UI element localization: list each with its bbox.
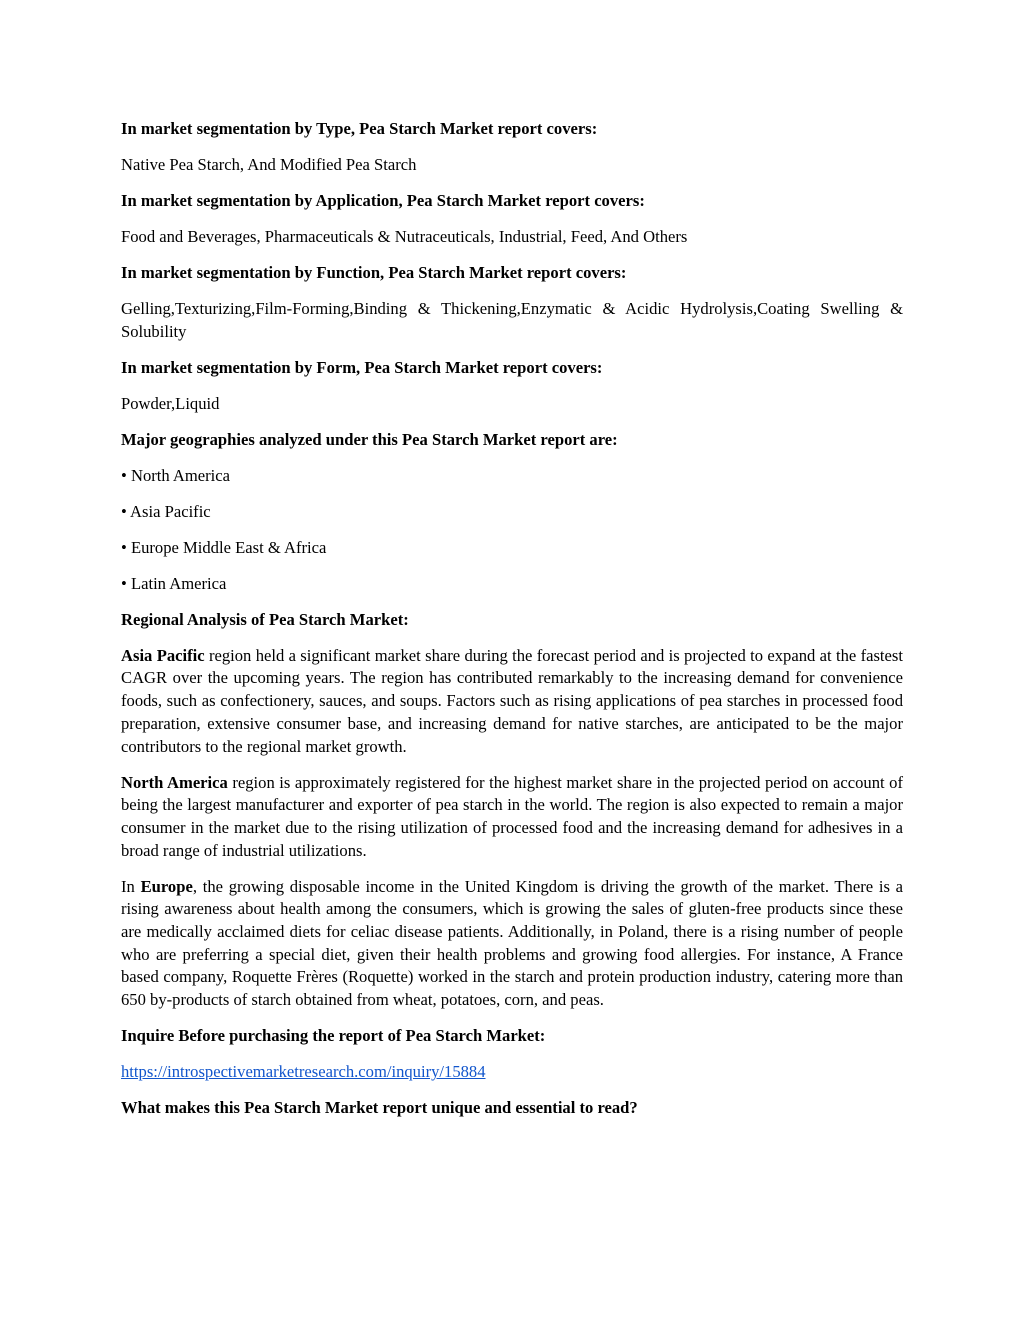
inquiry-link[interactable]: https://introspectivemarketresearch.com/inquiry/15884 [121,1062,486,1082]
asia-pacific-label: Asia Pacific [121,645,205,665]
unique-heading: What makes this Pea Starch Market report unique and essential to read? [121,1098,638,1118]
type-body: Native Pea Starch, And Modified Pea Starch [121,155,417,174]
europe-paragraph [121,876,903,1012]
asia-pacific-paragraph [121,645,903,759]
europe-text: , the growing disposable income in the United Kingdom is driving the growth of the market. There is a rising awareness about health among the consumers, which is growing the sales of gluten-free products since these are medically acclaimed diets for celiac disease patients. Additionally, in Poland, there is a rising number of people who are preferring a special diet, given their health problems and growing food allergies. For instance, A France based company, Roquette Frères (Roquette) worked in the starch and protein production industry, catering more than 650 by-products of starch obtained from wheat, potatoes, corn, and peas. [121,876,903,1010]
north-america-label: North America [121,772,228,792]
europe-label: Europe [140,876,193,896]
application-heading: In market segmentation by Application, Pea Starch Market report covers: [121,191,645,210]
europe-prefix: In [121,876,141,896]
geo-item-latin-america: • Latin America [121,573,227,593]
function-body: Gelling,Texturizing,Film-Forming,Binding & Thickening,Enzymatic & Acidic Hydrolysis,Coating Swelling & Solubility [121,299,903,341]
application-body: Food and Beverages, Pharmaceuticals & Nutraceuticals, Industrial, Feed, And Others [121,227,688,246]
geo-item-asia-pacific: • Asia Pacific [121,501,211,521]
form-body: Powder,Liquid [121,393,220,413]
geographies-heading: Major geographies analyzed under this Pea Starch Market report are: [121,429,618,449]
north-america-paragraph [121,772,903,863]
north-america-text: region is approximately registered for the highest market share in the projected period on account of being the largest manufacturer and exporter of pea starch in the world. The region is also expected to remain a major consumer in the market due to the rising utilization of processed food and the increasing demand for adhesives in a broad range of industrial utilizations. [121,772,903,860]
document-page [121,118,903,1133]
geo-item-emea: • Europe Middle East & Africa [121,537,327,557]
inquire-link-line [121,1061,903,1084]
function-heading: In market segmentation by Function, Pea Starch Market report covers: [121,263,627,282]
inquire-heading: Inquire Before purchasing the report of Pea Starch Market: [121,1026,546,1046]
asia-pacific-text: region held a significant market share during the forecast period and is projected to expand at the fastest CAGR over the upcoming years. The region has contributed remarkably to the increasing demand for convenience foods, such as confectionery, sauces, and soups. Factors such as rising applications of pea starches in processed food preparation, extensive consumer base, and increasing demand for native starches, are anticipated to be the major contributors to the regional market growth. [121,645,903,756]
geo-item-north-america: • North America [121,465,231,485]
regional-heading: Regional Analysis of Pea Starch Market: [121,609,409,629]
type-heading: In market segmentation by Type, Pea Starch Market report covers: [121,119,598,138]
form-heading: In market segmentation by Form, Pea Starch Market report covers: [121,357,603,377]
